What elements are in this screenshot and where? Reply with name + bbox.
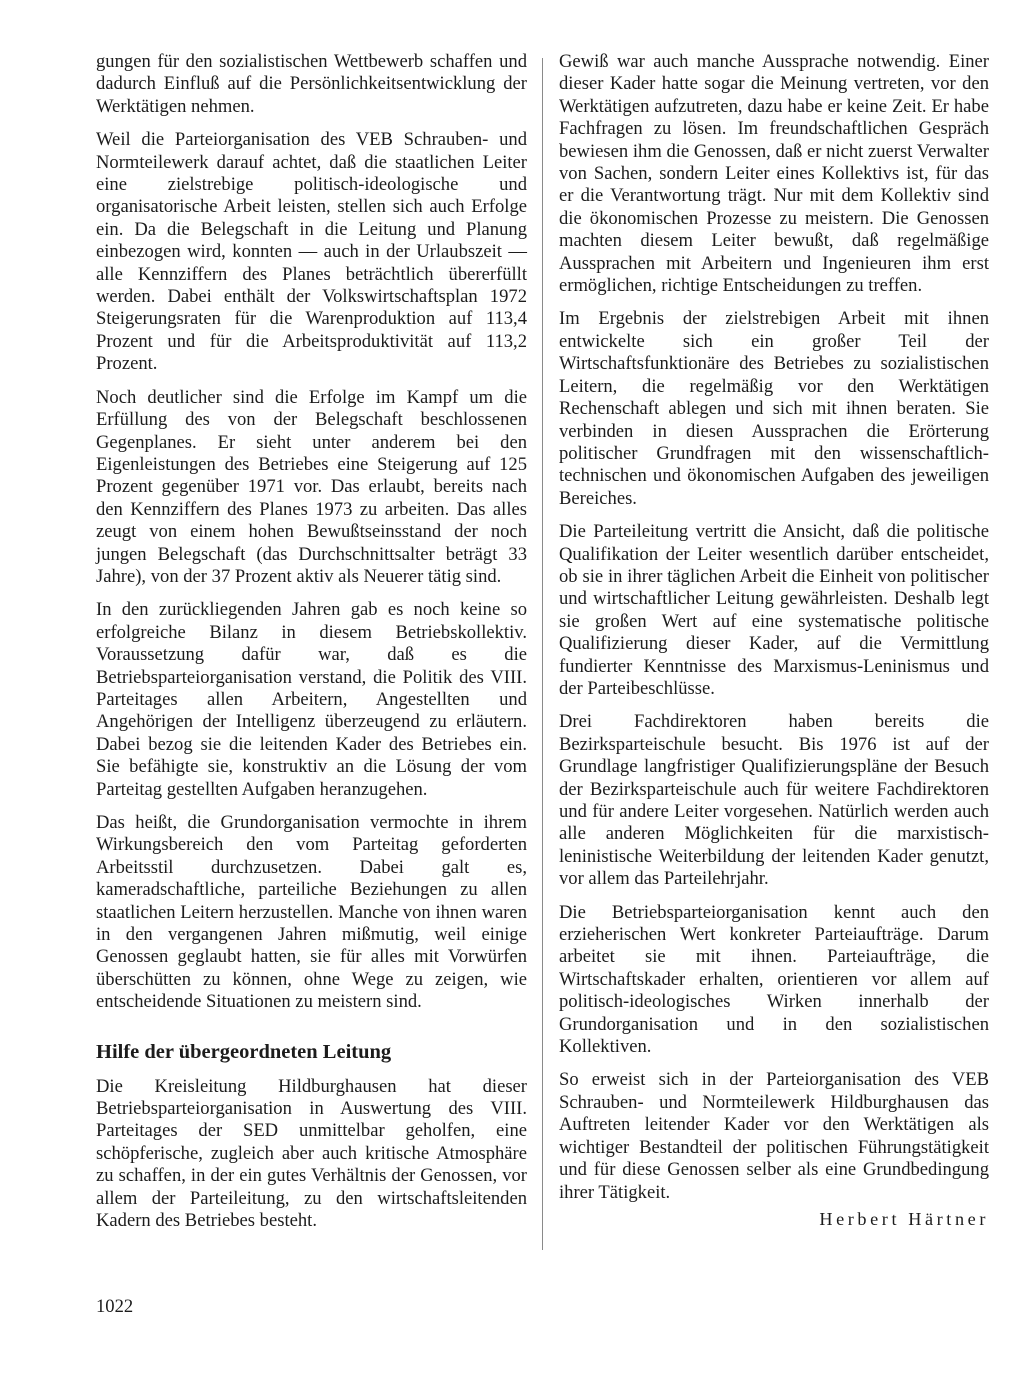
paragraph: In den zurückliegenden Jahren gab es noch keine so erfolgreiche Bilanz in diesem Betriebskollektiv. Voraussetzung dafür war, daß es die Betriebsparteiorganisation verstand, die Politik des VIII. Parteitages allen Arbeitern, Angestellten und Angehörigen der Intelligenz überzeugend zu erläutern. Dabei bezog sie die leitenden Kader des Betriebes ein. Sie befähigte sie, konstruktiv an die Lösung der vom Parteitag gestellten Aufgaben heranzugehen. [96, 599, 527, 800]
paragraph: Drei Fachdirektoren haben bereits die Bezirksparteischule besucht. Bis 1976 ist auf der Grundlage langfristiger Qualifizierungspläne der Besuch der Bezirksparteischule auch für weitere Fachdirektoren und für andere Leiter vorgesehen. Natürlich werden auch alle anderen Möglichkeiten für die marxistisch-leninistische Weiterbildung der leitenden Kader genutzt, vor allem das Parteilehrjahr. [559, 711, 989, 890]
right-column [559, 51, 989, 1230]
column-divider [542, 58, 543, 1250]
page-number: 1022 [96, 1296, 134, 1317]
paragraph: Noch deutlicher sind die Erfolge im Kampf um die Erfüllung des von der Belegschaft beschlossenen Gegenplanes. Er sieht unter anderem bei den Eigenleistungen des Betriebes eine Steigerung auf 125 Prozent gegenüber 1971 vor. Das erlaubt, bereits nach den Kennziffern des Planes 1973 zu arbeiten. Das alles zeugt von einem hohen Bewußtseinsstand der noch jungen Belegschaft (das Durchschnittsalter beträgt 33 Jahre), von der 37 Prozent aktiv als Neuerer tätig sind. [96, 386, 527, 587]
section-heading: Hilfe der übergeordneten Leitung [96, 1040, 392, 1063]
paragraph: Die Parteileitung vertritt die Ansicht, daß die politische Qualifikation der Leiter wesentlich darüber entscheidet, ob sie in ihrer täglichen Arbeit die Einheit von politischer und wirtschaftlicher Leitung gewährleisten. Deshalb legt sie großen Wert auf eine systematische politische Qualifizierung dieser Kader, auf die Vermittlung fundierter Kenntnisse des Marxismus-Leninismus und der Parteibeschlüsse. [559, 521, 989, 699]
paragraph: Im Ergebnis der zielstrebigen Arbeit mit ihnen entwickelte sich ein großer Teil der Wirtschaftsfunktionäre des Betriebes zu sozialistischen Leitern, die regelmäßig vor den Werktätigen Rechenschaft ablegen und sich mit ihnen beraten. Sie verbinden in diesen Aussprachen die Erörterung politischer Grundfragen mit den wissenschaftlich-technischen und ökonomischen Aufgaben des jeweiligen Bereiches. [559, 308, 989, 509]
paragraph: Das heißt, die Grundorganisation vermochte in ihrem Wirkungsbereich den vom Parteitag geforderten Arbeitsstil durchzusetzen. Dabei galt es, kameradschaftliche, parteiliche Beziehungen zu allen staatlichen Leitern herzustellen. Manche von ihnen waren in den vergangenen Jahren mißmutig, weil einige Genossen geglaubt hatten, sie für alles mit Vorwürfen überschütten zu können, ohne Wege zu zeigen, wie entscheidende Situationen zu meistern sind. [96, 812, 527, 1013]
paragraph: Weil die Parteiorganisation des VEB Schrauben- und Normteilewerk darauf achtet, daß die staatlichen Leiter eine zielstrebige politisch-ideologische und organisatorische Arbeit leisten, stellen sich auch Erfolge ein. Da die Belegschaft in die Leitung und Planung einbezogen wird, konnten — auch in der Urlaubszeit — alle Kennziffern des Planes beträchtlich übererfüllt werden. Dabei enthält der Volkswirtschaftsplan 1972 Steigerungsraten für die Warenproduktion auf 113,4 Prozent und für die Arbeitsproduktivität auf 113,2 Prozent. [96, 129, 527, 375]
paragraph: So erweist sich in der Parteiorganisation des VEB Schrauben- und Normteilewerk Hildburghausen das Auftreten leitender Kader vor den Werktätigen als wichtiger Bestandteil der politischen Führungstätigkeit und für diese Genossen selber als eine Grundbedingung ihrer Tätigkeit. [559, 1069, 989, 1203]
paragraph: gungen für den sozialistischen Wettbewerb schaffen und dadurch Einfluß auf die Persönlichkeitsentwicklung der Werktätigen nehmen. [96, 51, 527, 117]
paragraph: Gewiß war auch manche Aussprache notwendig. Einer dieser Kader hatte sogar die Meinung vertreten, vor den Werktätigen aufzutreten, dazu habe er keine Zeit. Er habe Fachfragen zu lösen. Im freundschaftlichen Gespräch bewiesen ihm die Genossen, daß er nicht zuerst Verwalter von Sachen, sondern Leiter eines Kollektivs ist, für das er die Verantwortung trägt. Nur mit dem Kollektiv sind die ökonomischen Prozesse zu meistern. Die Genossen machten diesem Leiter bewußt, daß regelmäßige Aussprachen mit Arbeitern und Ingenieuren ihm erst ermöglichen, richtige Entscheidungen zu treffen. [559, 51, 989, 297]
paragraph: Die Betriebsparteiorganisation kennt auch den erzieherischen Wert konkreter Parteiaufträge. Darum arbeitet sie mit ihnen. Parteiaufträge, die Wirtschaftskader erhalten, orientieren vor allem auf politisch-ideologisches Wirken innerhalb der Grundorganisation und in den sozialistischen Kollektiven. [559, 901, 989, 1058]
paragraph: Die Kreisleitung Hildburghausen hat dieser Betriebsparteiorganisation in Auswertung des VIII. Parteitages der SED unmittelbar geholfen, eine schöpferische, zugleich aber auch kritische Atmosphäre zu schaffen, in der ein gutes Verhältnis der Genossen, vor allem der Parteileitung, zu den wirtschaftsleitenden Kadern des Betriebes besteht. [96, 1075, 527, 1232]
author-signature: Herbert Härtner [819, 1208, 989, 1229]
left-column [96, 51, 527, 1244]
